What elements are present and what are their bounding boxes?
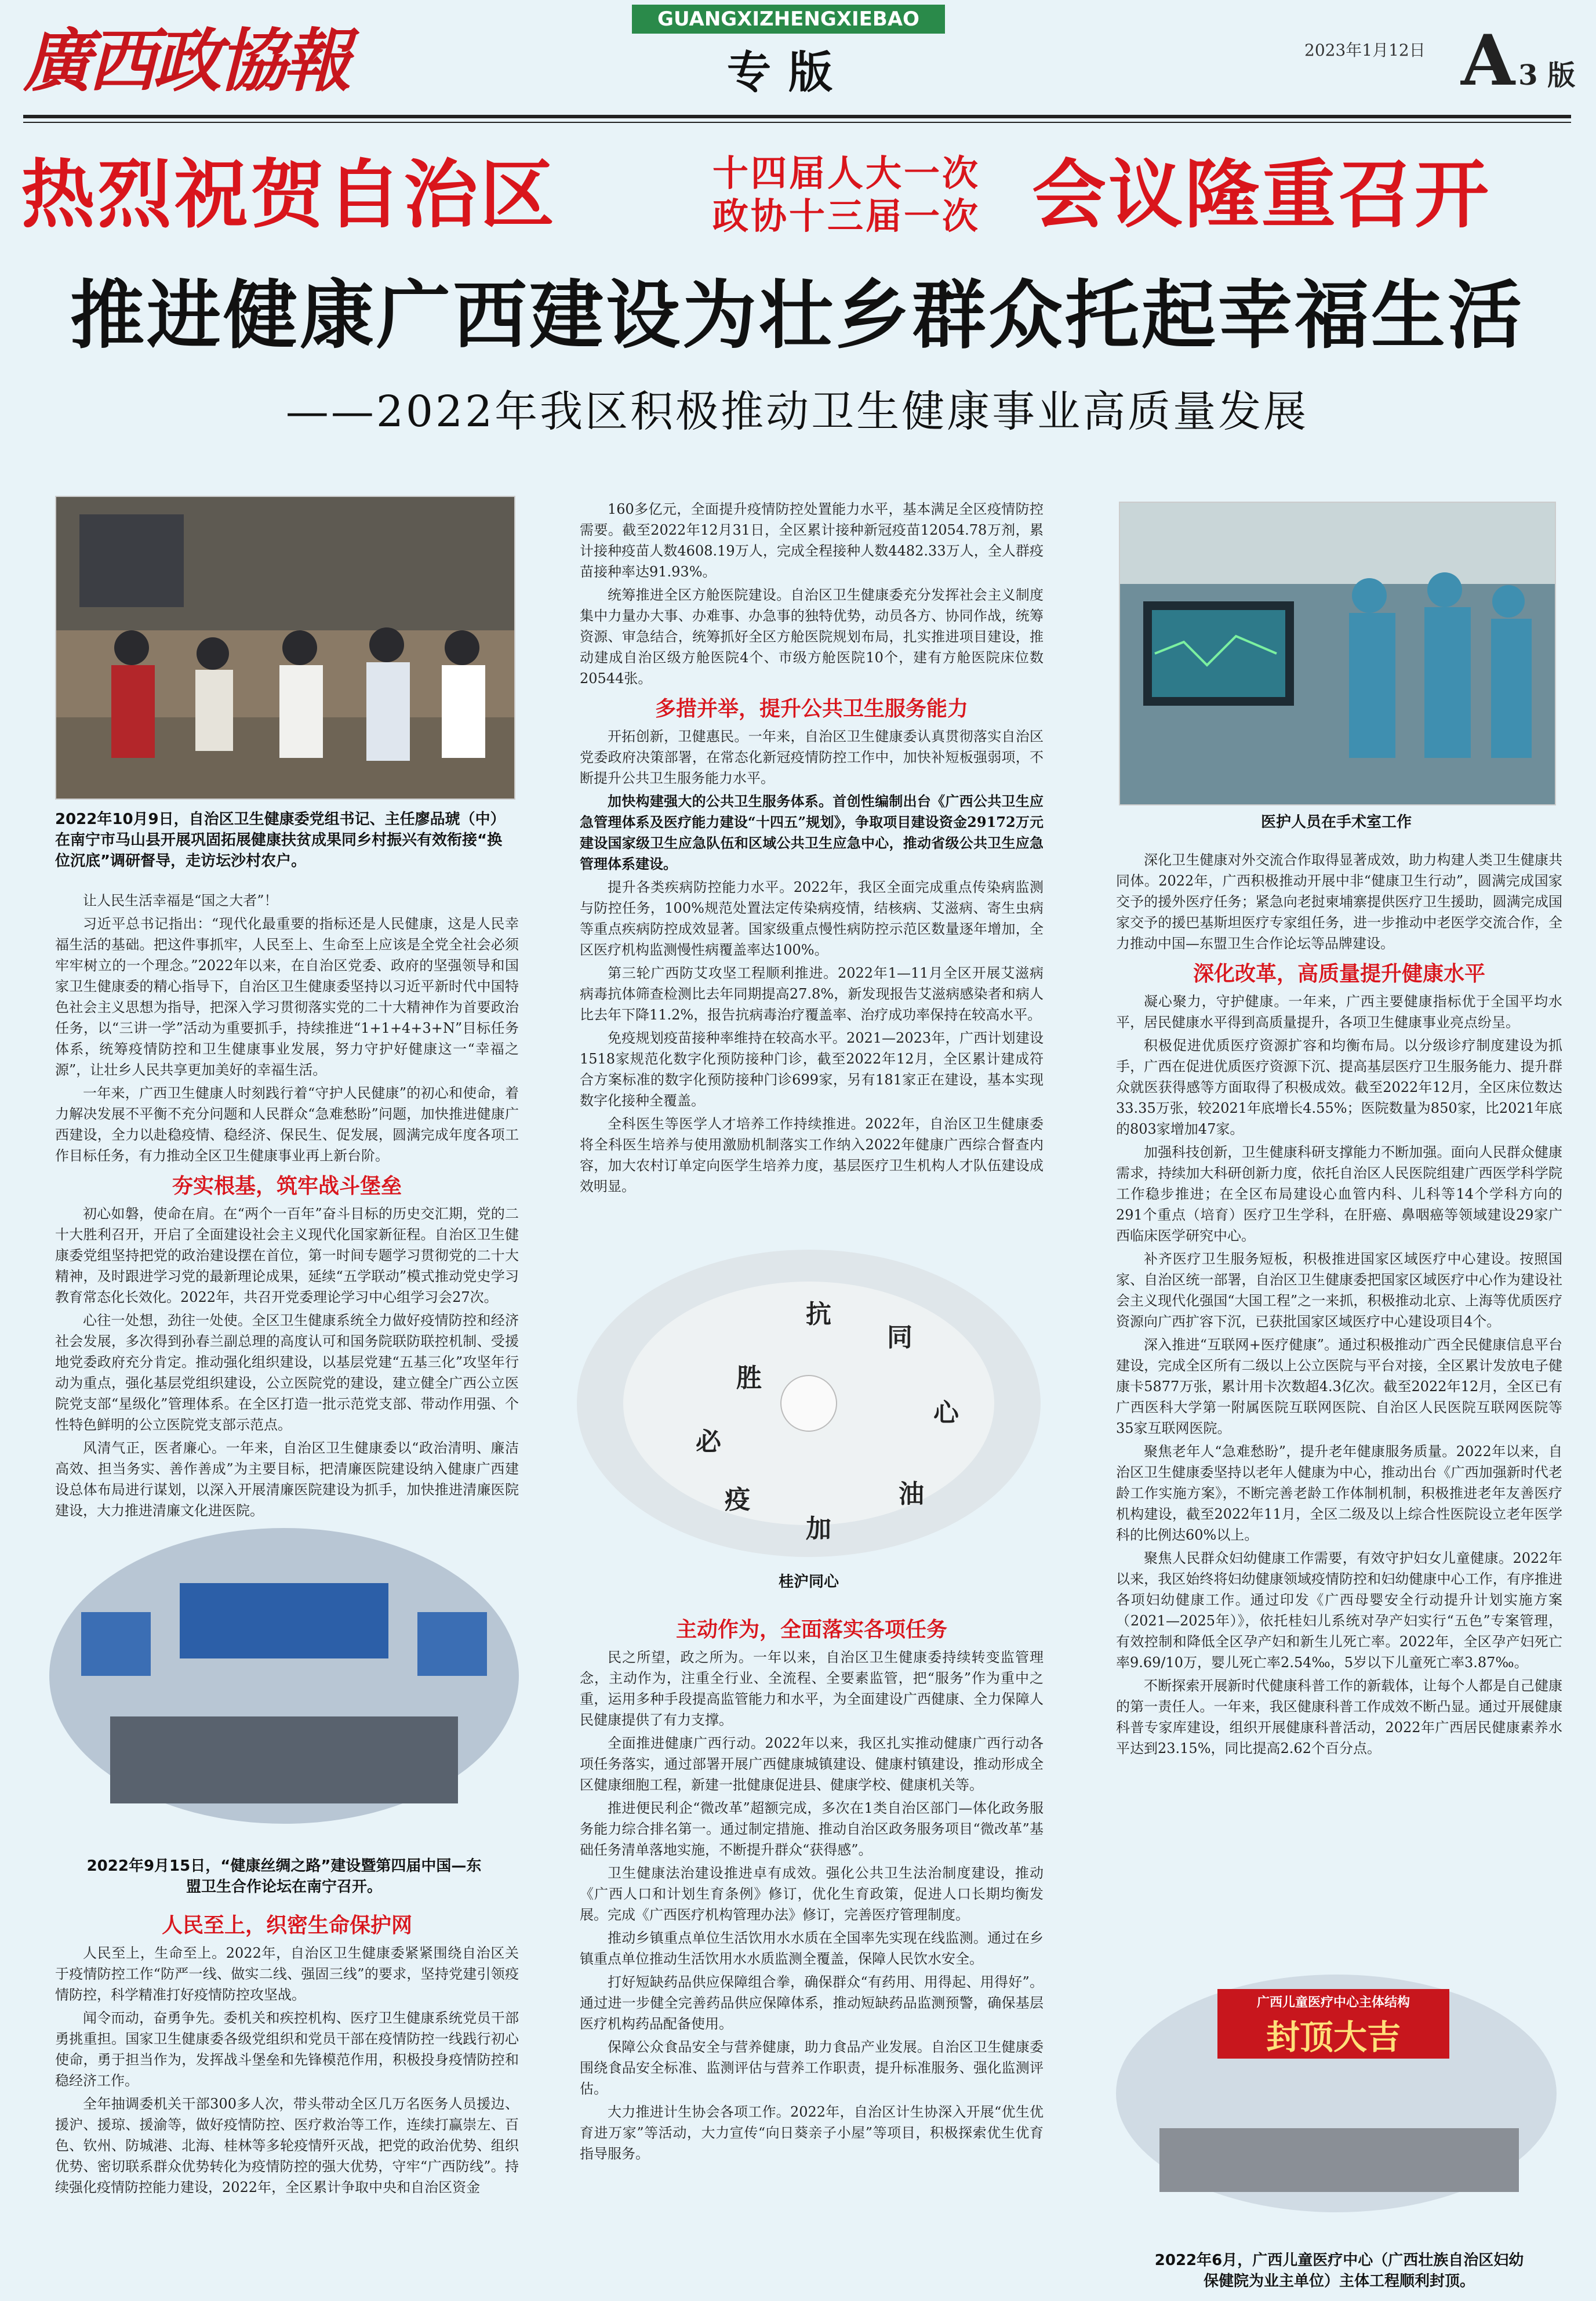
col1-para-1: 习近平总书记指出：“现代化最重要的指标还是人民健康，这是人民幸福生活的基础。把这件事抓牢，人民至上、生命至上应该是全党全社会必须牢牢树立的一个理念。”2022年以来，在自治区党委、政府的坚强领导和国家卫生健康委的精心指导下，自治区卫生健康委坚持以习近平新时代中国特色社会主义思想为指导，把深入学习贯彻落实党的二十大精神作为首要政治任务，以“三讲一学”活动为重要抓手，持续推进“1+1+4+3+N”目标任务体系，统筹疫情防控和卫生健康事业发展，努力守护好健康这一“幸福之源”，让壮乡人民共享更加美好的幸福生活。 bbox=[55, 916, 519, 1078]
column-2-top bbox=[580, 499, 1044, 1241]
photo-operating-room bbox=[1119, 502, 1556, 805]
photo-village-visit-image bbox=[56, 497, 514, 799]
col3-para-6: 深入推进“互联网+医疗健康”。通过积极推动广西全民健康信息平台建设，完成全区所有二级以上公立医院与平台对接，全区累计发放电子健康卡5877万张，累计用卡次数超4.3亿次。截至2022年12月，全区已有广西医科大学第一附属医院互联网医院、自治区人民医院互联网医院等35家互联网医院。 bbox=[1116, 1337, 1562, 1436]
col2-para-16: 大力推进计生协会各项工作。2022年，自治区计生协深入开展“优生优育进万家”等活动，大力宣传“向日葵亲子小屋”等项目，积极探索优生优育指导服务。 bbox=[580, 2104, 1044, 2162]
col1-para-6: 人民至上，生命至上。2022年，自治区卫生健康委紧紧围绕自治区关于疫情防控工作“防严一线、做实二线、强固三线”的要求，坚持党建引领疫情防控，科学精准打好疫情防控攻坚战。 bbox=[55, 1945, 519, 2003]
banner-mid-line2: 政协十三届一次 bbox=[712, 195, 980, 237]
column-3 bbox=[1116, 850, 1562, 1951]
page-letter: A bbox=[1461, 20, 1515, 101]
photo-village-visit-caption: 2022年10月9日，自治区卫生健康委党组书记、主任廖品琥（中）在南宁市马山县开展巩固拓展健康扶贫成果同乡村振兴有效衔接“换位沉底”调研督导，走访坛沙村农户。 bbox=[55, 811, 506, 870]
page-number bbox=[1461, 20, 1588, 101]
column-1-bottom bbox=[55, 1908, 519, 2291]
photo-topping-out-caption: 2022年6月，广西儿童医疗中心（广西壮族自治区妇幼保健院为业主单位）主体工程顺利封顶。 bbox=[1154, 2252, 1524, 2290]
col2-para-7: 免疫规划疫苗接种率维持在较高水平。2021—2023年，广西计划建设1518家规范化数字化预防接种门诊，截至2022年12月，全区累计建成符合方案标准的数字化预防接种门诊699家，另有181家正在建设，基本实现数字化接种全覆盖。 bbox=[580, 1030, 1044, 1109]
col1-intro: 让人民生活幸福是“国之大者”！ bbox=[83, 892, 278, 909]
masthead-rule bbox=[23, 115, 1571, 118]
col3-para-5: 补齐医疗卫生服务短板，积极推进国家区域医疗中心建设。按照国家、自治区统一部署，自治区卫生健康委把国家区域医疗中心作为建设社会主义现代化强国“大国工程”之一来抓，积极推动北京、上海等优质医疗资源向广西扩容下沉，已获批国家区域医疗中心建设项目4个。 bbox=[1116, 1251, 1562, 1330]
col2-para-2: 统筹推进全区方舱医院建设。自治区卫生健康委充分发挥社会主义制度集中力量办大事、办难事、办急事的独特优势，动员各方、协同作战，统筹资源、审急结合，统筹抓好全区方舱医院规划布局，扎实推进项目建设，推动建成自治区级方舱医院4个、市级方舱医院10个，建有方舱医院床位数20544张。 bbox=[580, 587, 1044, 687]
subheadline: ——2022年我区积极推动卫生健康事业高质量发展 bbox=[285, 387, 1309, 437]
col2-para-11: 推进便民利企“微改革”超额完成，多次在1类自治区部门—体化政务服务能力综合排名第一。通过制定措施、推动自治区政务服务项目“微改革”基础任务清单落地实施，不断提升群众“获得感”。 bbox=[580, 1800, 1044, 1858]
col3-para-1: 深化卫生健康对外交流合作取得显著成效，助力构建人类卫生健康共同体。2022年，广西积极推动开展中非“健康卫生行动”，圆满完成国家交予的援外医疗任务；紧急向老挝柬埔寨提供医疗卫生援助，圆满完成国家交予的援巴基斯坦医疗专家组任务，进一步推动中老医学交流合作，全力推动中国—东盟卫生合作论坛等品牌建设。 bbox=[1116, 852, 1562, 952]
section-heading-5: 深化改革，高质量提升健康水平 bbox=[1193, 961, 1485, 986]
col2-para-14: 打好短缺药品供应保障组合拳，确保群众“有药用、用得起、用得好”。通过进一步健全完善药品供应保障体系，推动短缺药品监测预警，确保基层医疗机构药品配备使用。 bbox=[580, 1974, 1044, 2032]
col2-para-12: 卫生健康法治建设推进卓有成效。强化公共卫生法治制度建设，推动《广西人口和计划生育条例》修订，优化生育政策，促进人口长期均衡发展。完成《广西医疗机构管理办法》修订，完善医疗管理制度。 bbox=[580, 1865, 1044, 1923]
photo-operating-room-image bbox=[1120, 503, 1555, 804]
section-heading-4: 主动作为，全面落实各项任务 bbox=[675, 1617, 947, 1642]
headline: 推进健康广西建设为壮乡群众托起幸福生活 bbox=[70, 273, 1524, 359]
photo-forum-caption: 2022年9月15日，“健康丝绸之路”建设暨第四届中国—东盟卫生合作论坛在南宁召开。 bbox=[86, 1857, 482, 1896]
col3-para-8: 聚焦人民群众妇幼健康工作需要，有效守护妇女儿童健康。2022年以来，我区始终将妇幼健康领域疫情防控和妇幼健康中心工作，有序推进各项妇幼健康工作。通过印发《广西母婴安全行动提升计划实施方案（2021—2025年）》，依托桂妇儿系统对孕产妇实行“五色”专案管理，有效控制和降低全区孕产妇和新生儿死亡率。2022年，全区孕产妇死亡率9.69/10万，婴儿死亡率2.54‰，5岁以下儿童死亡率3.87‰。 bbox=[1116, 1550, 1562, 1671]
col3-para-2: 凝心聚力，守护健康。一年来，广西主要健康指标优于全国平均水平，居民健康水平得到高质量提升，各项卫生健康事业亮点纷呈。 bbox=[1116, 993, 1562, 1030]
photo-forum bbox=[46, 1525, 522, 1827]
photo-gloves bbox=[574, 1247, 1044, 1560]
col2-para-9: 民之所望，政之所为。一年以来，自治区卫生健康委持续转变监管理念，主动作为，注重全行业、全流程、全要素监管，把“服务”作为重中之重，运用多种手段提高监管能力和水平，为全面建设广西健康、全力保障人民健康提供了有力支撑。 bbox=[580, 1649, 1044, 1728]
col1-para-4: 心往一处想，劲往一处使。全区卫生健康系统全力做好疫情防控和经济社会发展，多次得到孙春兰副总理的高度认可和国务院联防联控机制、受援地党委政府充分肯定。推动强化组织建设，以基层党建“五基三化”攻坚年行动为重点，强化基层党组织建设，公立医院党的建设，建立健全广西公立医院党支部“星级化”管理体系。在全区打造一批示范党支部、带动作用强、个性特色鲜明的公立医院党支部示范点。 bbox=[55, 1312, 519, 1433]
glove-word-3: 同 bbox=[887, 1323, 912, 1352]
col2-para-1: 160多亿元，全面提升疫情防控处置能力水平，基本满足全区疫情防控需要。截至2022年12月31日，全区累计接种新冠疫苗12054.78万剂，累计接种疫苗人数4608.19万人，完成全程接种人数4482.33万人，全人群疫苗接种率达91.93%。 bbox=[580, 501, 1044, 580]
banner-mid bbox=[684, 152, 1009, 239]
col3-para-3: 积极促进优质医疗资源扩容和均衡布局。以分级诊疗制度建设为抓手，广西在促进优质医疗资源下沉、提高基层医疗卫生服务能力、提升群众就医获得感等方面取得了积极成效。截至2022年12月，全区床位数达33.35万张，较2021年底增长4.55%；医院数量为850家，比2021年底的803家增加47家。 bbox=[1116, 1037, 1562, 1137]
banner-mid-line1: 十四届人大一次 bbox=[712, 152, 980, 194]
col3-para-4: 加强科技创新，卫生健康科研支撑能力不断加强。面向人民群众健康需求，持续加大科研创新力度，依托自治区人民医院组建广西医学科学院工作稳步推进；在全区布局建设心血管内科、儿科等14个学科方向的291个重点（培育）医疗卫生学科，在肝癌、鼻咽癌等领域建设29家广西临床医学研究中心。 bbox=[1116, 1144, 1562, 1244]
glove-word-2: 胜 bbox=[736, 1363, 762, 1393]
photo-forum-image bbox=[46, 1525, 522, 1827]
section-name: 专版 bbox=[727, 46, 850, 98]
banner-right: 会议隆重召开 bbox=[1032, 152, 1492, 238]
section-heading-2: 人民至上，织密生命保护网 bbox=[161, 1913, 412, 1937]
col2-para-5: 提升各类疾病防控能力水平。2022年，我区全面完成重点传染病监测与防控任务，100%规范处置法定传染病疫情，结核病、艾滋病、寄生虫病等重点疾病防控成效显著。国家级重点慢性病防控示范区数量逐年增加，全区医疗机构监测慢性病覆盖率达100%。 bbox=[580, 879, 1044, 958]
col2-para-3: 开拓创新，卫健惠民。一年来，自治区卫生健康委认真贯彻落实自治区党委政府决策部署，在常态化新冠疫情防控工作中，加快补短板强弱项，不断提升公共卫生服务能力水平。 bbox=[580, 728, 1044, 786]
col2-para-10: 全面推进健康广西行动。2022年以来，我区扎实推动健康广西行动各项任务落实，通过部署开展广西健康城镇建设、健康村镇建设，推动形成全区健康细胞工程，新建一批健康促进县、健康学校、健康机关等。 bbox=[580, 1735, 1044, 1793]
col3-para-7: 聚焦老年人“急难愁盼”，提升老年健康服务质量。2022年以来，自治区卫生健康委坚持以老年人健康为中心，推动出台《广西加强新时代老龄工作实施方案》，不断完善老龄工作体制机制，积极推进老年友善医疗机构建设，截至2022年11月，全区二级及以上综合性医院设立老年医学科的比例达60%以上。 bbox=[1116, 1443, 1562, 1543]
col1-para-5: 风清气正，医者廉心。一年来，自治区卫生健康委以“政治清明、廉洁高效、担当务实、善作善成”为主要目标，把清廉医院建设纳入健康广西建设总体布局进行谋划，以深入开展清廉医院建设为抓手，加快推进清廉医院建设，大力推进清廉文化进医院。 bbox=[55, 1440, 519, 1519]
banner-left: 热烈祝贺自治区 bbox=[21, 152, 557, 238]
glove-word-8: 油 bbox=[899, 1479, 924, 1509]
col1-para-7: 闻令而动，奋勇争先。委机关和疾控机构、医疗卫生健康系统党员干部勇挑重担。国家卫生健康委各级党组织和党员干部在疫情防控一线践行初心使命，勇于担当作为，发挥战斗堡垒和先锋模范作用，积极投身疫情防控和稳经济工作。 bbox=[55, 2010, 519, 2089]
topping-out-sign-small: 广西儿童医疗中心主体结构 bbox=[1256, 1995, 1410, 2010]
photo-operating-room-caption: 医护人员在手术室工作 bbox=[1260, 814, 1412, 831]
issue-date: 2023年1月12日 bbox=[1304, 41, 1426, 60]
col2-para-8: 全科医生等医学人才培养工作持续推进。2022年，自治区卫生健康委将全科医生培养与使用激励机制落实工作纳入2022年健康广西综合督查内容，加大农村订单定向医学生培养力度，基层医疗卫生机构人才队伍建设成效明显。 bbox=[580, 1116, 1044, 1195]
section-heading-3: 多措并举，提升公共卫生服务能力 bbox=[655, 696, 968, 721]
page-suffix: 3 版 bbox=[1518, 59, 1576, 92]
glove-word-7: 加 bbox=[806, 1514, 831, 1544]
topping-out-sign: 封顶大吉 bbox=[1266, 2017, 1401, 2057]
col2-para-6: 第三轮广西防艾攻坚工程顺利推进。2022年1—11月全区开展艾滋病病毒抗体筛查检测比去年同期提高27.8%，新发现报告艾滋病感染者和病人比去年下降11.2%，报告抗病毒治疗覆盖率、治疗成功率保持在较高水平。 bbox=[580, 965, 1044, 1023]
column-1-top bbox=[55, 890, 519, 1522]
photo-village-visit bbox=[55, 496, 515, 800]
col2-para-15: 保障公众食品安全与营养健康，助力食品产业发展。自治区卫生健康委围绕食品安全标准、监测评估与营养工作职责，提升标准服务、强化监测评估。 bbox=[580, 2039, 1044, 2097]
col1-para-3: 初心如磐，使命在肩。在“两个一百年”奋斗目标的历史交汇期，党的二十大胜利召开，开启了全面建设社会主义现代化国家新征程。自治区卫生健康委党组坚持把党的政治建设摆在首位，第一时间专题学习贯彻党的二十大精神，及时跟进学习党的最新理论成果，延续“五学联动”模式推动党史学习教育常态化长效化。2022年，共召开党委理论学习中心组学习会27次。 bbox=[55, 1206, 519, 1305]
col1-para-8: 全年抽调委机关干部300多人次，带头带动全区几万名医务人员援边、援沪、援琼、援渝等，做好疫情防控、医疗救治等工作，连续打赢崇左、百色、钦州、防城港、北海、桂林等多轮疫情歼灭战，把党的政治优势、组织优势、密切联系群众优势转化为疫情防控的强大优势，守牢“广西防线”。持续强化疫情防控能力建设，2022年，全区累计争取中央和自治区资金 bbox=[55, 2096, 519, 2195]
section-heading-1: 夯实根基，筑牢战斗堡垒 bbox=[172, 1174, 402, 1198]
newspaper-pinyin: GUANGXIZHENGXIEBAO bbox=[632, 5, 945, 34]
col1-para-2: 一年来，广西卫生健康人时刻践行着“守护人民健康”的初心和使命，着力解决发展不平衡不充分问题和人民群众“急难愁盼”问题，加快推进健康广西建设，全力以赴稳疫情、稳经济、保民生、促发展，圆满完成年度各项工作目标任务，有力推动全区卫生健康事业再上新台阶。 bbox=[55, 1085, 519, 1164]
masthead-rule-thin bbox=[23, 122, 1571, 123]
glove-word-1: 必 bbox=[696, 1427, 721, 1457]
photo-gloves-caption: 桂沪同心 bbox=[778, 1573, 839, 1591]
photo-topping-out bbox=[1113, 1972, 1559, 2215]
glove-word-5: 抗 bbox=[806, 1300, 831, 1329]
newspaper-logo: 廣西政協報 bbox=[23, 20, 348, 101]
col2-para-4: 加快构建强大的公共卫生服务体系。首创性编制出台《广西公共卫生应急管理体系及医疗能力建设“十四五”规划》，争取项目建设资金29172万元建设国家级卫生应急队伍和区域公共卫生应急中心，推动省级公共卫生应急管理体系建设。 bbox=[580, 793, 1044, 872]
col3-para-9: 不断探索开展新时代健康科普工作的新载体，让每个人都是自己健康的第一责任人。一年来，我区健康科普工作成效不断凸显。通过开展健康科普专家库建设，组织开展健康科普活动，2022年广西居民健康素养水平达到23.15%，同比提高2.62个百分点。 bbox=[1116, 1678, 1562, 1756]
column-2-bottom bbox=[580, 1612, 1044, 2291]
col2-para-13: 推动乡镇重点单位生活饮用水水质在全国率先实现在线监测。通过在乡镇重点单位推动生活饮用水水质监测全覆盖，保障人民饮水安全。 bbox=[580, 1930, 1044, 1967]
glove-word-6: 疫 bbox=[725, 1485, 750, 1515]
glove-word-4: 心 bbox=[933, 1398, 959, 1428]
